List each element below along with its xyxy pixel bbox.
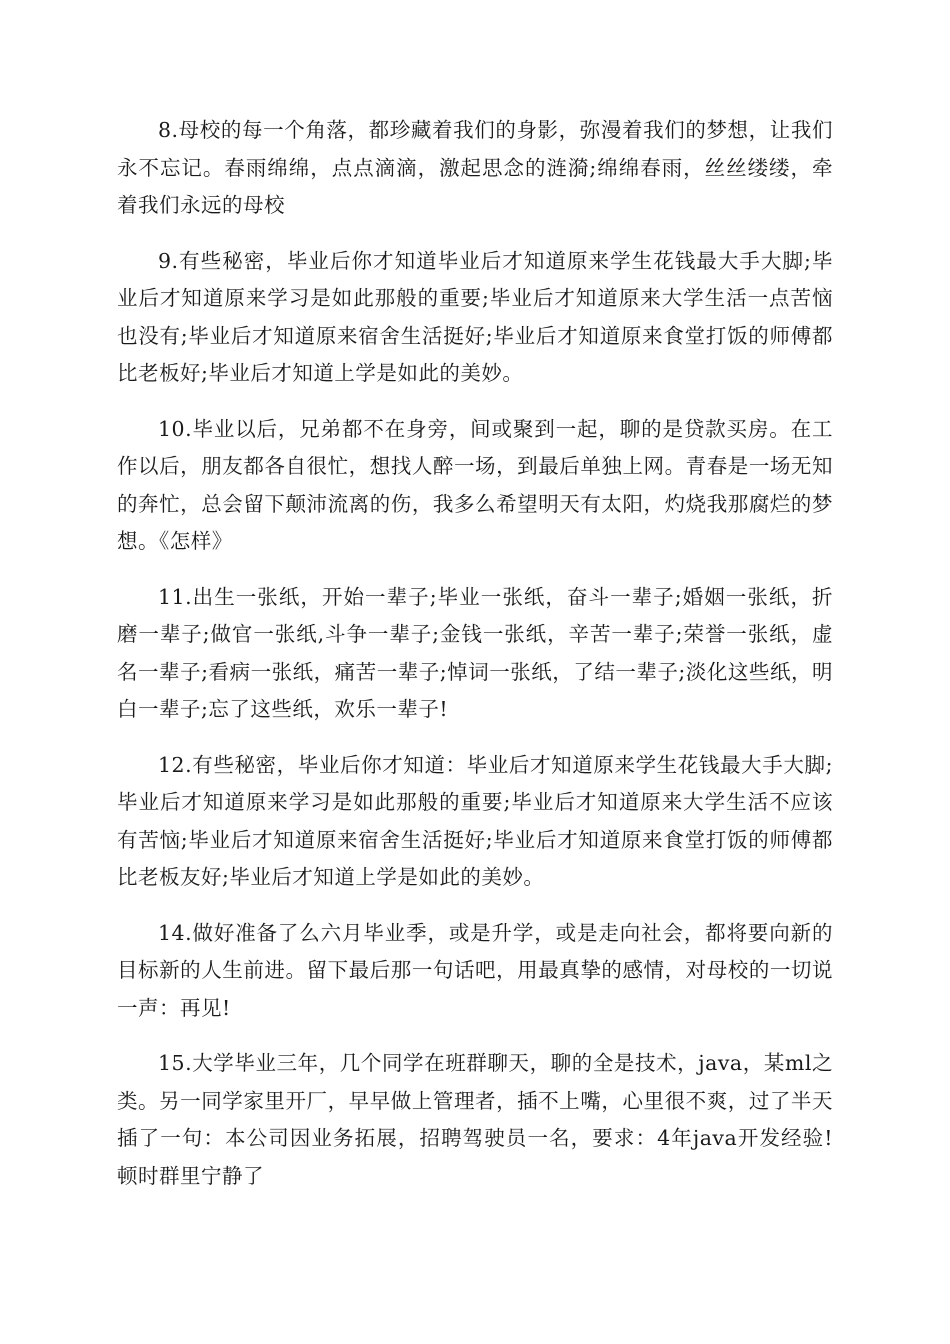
paragraph-11: 11.出生一张纸，开始一辈子;毕业一张纸，奋斗一辈子;婚姻一张纸，折磨一辈子;做官一张纸,斗争一辈子;金钱一张纸，辛苦一辈子;荣誉一张纸，虚名一辈子;看病一张纸，痛苦一辈子;悼词一张纸，了结一辈子;淡化这些纸，明白一辈子;忘了这些纸，欢乐一辈子!	[117, 584, 833, 721]
paragraph-12: 12.有些秘密，毕业后你才知道：毕业后才知道原来学生花钱最大手大脚;毕业后才知道原来学习是如此那般的重要;毕业后才知道原来大学生活不应该有苦恼;毕业后才知道原来宿舍生活挺好;毕业后才知道原来食堂打饭的师傅都比老板友好;毕业后才知道上学是如此的美妙。	[117, 752, 833, 889]
paragraph-9: 9.有些秘密，毕业后你才知道毕业后才知道原来学生花钱最大手大脚;毕业后才知道原来学习是如此那般的重要;毕业后才知道原来大学生活一点苦恼也没有;毕业后才知道原来宿舍生活挺好;毕业后才知道原来食堂打饭的师傅都比老板好;毕业后才知道上学是如此的美妙。	[117, 248, 833, 385]
paragraph-10: 10.毕业以后，兄弟都不在身旁，间或聚到一起，聊的是贷款买房。在工作以后，朋友都各自很忙，想找人醉一场，到最后单独上网。青春是一场无知的奔忙，总会留下颠沛流离的伤，我多么希望明天有太阳，灼烧我那腐烂的梦想。《怎样》	[117, 416, 833, 553]
paragraph-15: 15.大学毕业三年，几个同学在班群聊天，聊的全是技术，java，某ml之类。另一同学家里开厂，早早做上管理者，插不上嘴，心里很不爽，过了半天插了一句：本公司因业务拓展，招聘驾驶员一名，要求：4年java开发经验!顿时群里宁静了	[117, 1051, 833, 1188]
paragraph-14: 14.做好准备了么六月毕业季，或是升学，或是走向社会，都将要向新的目标新的人生前进。留下最后那一句话吧，用最真挚的感情，对母校的一切说一声：再见!	[117, 920, 833, 1020]
paragraph-8: 8.母校的每一个角落，都珍藏着我们的身影，弥漫着我们的梦想，让我们永不忘记。春雨绵绵，点点滴滴，激起思念的涟漪;绵绵春雨，丝丝缕缕，牵着我们永远的母校	[117, 118, 833, 217]
document-body	[117, 112, 833, 1213]
